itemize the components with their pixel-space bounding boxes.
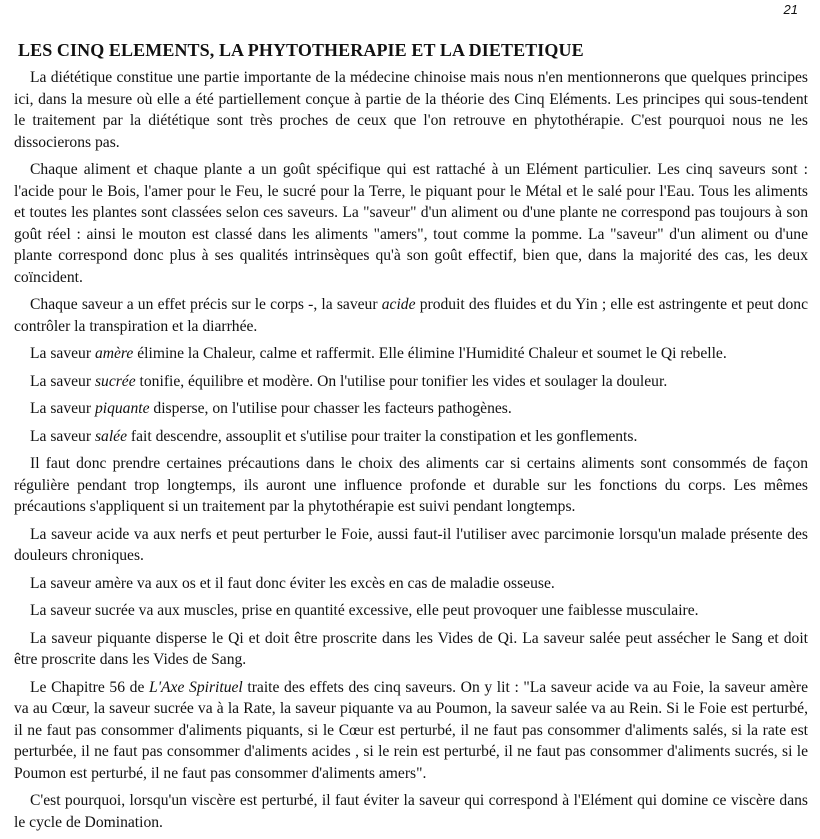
paragraph-text: élimine la Chaleur, calme et raffermit. Elle élimine l'Humidité Chaleur et soumet le Qi rebelle. <box>133 345 727 362</box>
paragraph-sweet-muscles <box>14 600 808 622</box>
paragraph-text: La saveur <box>30 400 95 417</box>
paragraph-text: La saveur <box>30 345 95 362</box>
paragraph-text: La saveur sucrée va aux muscles, prise en quantité excessive, elle peut provoquer une faiblesse musculaire. <box>30 602 699 619</box>
paragraph-text: C'est pourquoi, lorsqu'un viscère est perturbé, il faut éviter la saveur qui correspond à l'Elément qui domine ce viscère dans le cycle de Domination. <box>14 792 808 831</box>
paragraph-five-flavors <box>14 159 808 288</box>
paragraph-bitter-bones <box>14 573 808 595</box>
paragraph-text: disperse, on l'utilise pour chasser les facteurs pathogènes. <box>149 400 512 417</box>
paragraph-text: tonifie, équilibre et modère. On l'utilise pour tonifier les vides et soulager la douleur. <box>135 372 668 390</box>
italic-term: sucrée <box>94 372 136 390</box>
italic-term: salée <box>94 427 127 445</box>
paragraph-text: La saveur amère va aux os et il faut donc éviter les excès en cas de maladie osseuse. <box>30 574 555 592</box>
paragraph-text: Chaque saveur a un effet précis sur le corps -, la saveur <box>30 296 382 313</box>
paragraph-text: La saveur <box>30 427 95 445</box>
paragraph-intro <box>14 67 808 153</box>
paragraph-text: Il faut donc prendre certaines précautions dans le choix des aliments car si certains aliments sont consommés de façon régulière pendant trop longtemps, ils auront une influence profonde et durable sur les fonctions du corps. Les mêmes précautions s'appliquent si un traitement par la phytothérapie est suivi pendant longtemps. <box>14 455 808 515</box>
document-body <box>14 40 808 839</box>
italic-book-title: L'Axe Spirituel <box>149 678 243 696</box>
paragraph-chapter-56 <box>14 677 808 785</box>
italic-term: acide <box>381 296 416 313</box>
page-number: 21 <box>783 2 798 17</box>
paragraph-text: fait descendre, assouplit et s'utilise pour traiter la constipation et les gonflements. <box>127 427 638 445</box>
paragraph-text: La saveur acide va aux nerfs et peut perturber le Foie, aussi faut-il l'utiliser avec parcimonie lorsqu'un malade présente des douleurs chroniques. <box>14 525 808 564</box>
paragraph-text: produit des fluides et du Yin ; elle est astringente et peut donc contrôler la transpiration et la diarrhée. <box>14 296 808 335</box>
paragraph-text: La saveur <box>30 372 95 390</box>
paragraph-pungent <box>14 398 808 420</box>
italic-term: piquante <box>94 400 150 417</box>
paragraph-acid-nerves <box>14 524 808 567</box>
paragraph-text: La saveur piquante disperse le Qi et doit être proscrite dans les Vides de Qi. La saveur salée peut assécher le Sang et doit être proscrite dans les Vides de Sang. <box>14 629 808 668</box>
paragraph-salty <box>14 426 808 448</box>
paragraph-acid-effect <box>14 294 808 337</box>
paragraph-sweet <box>14 371 808 393</box>
paragraph-bitter <box>14 343 808 365</box>
italic-term: amère <box>94 345 134 362</box>
paragraph-precautions <box>14 453 808 518</box>
paragraph-conclusion <box>14 790 808 833</box>
paragraph-text: traite des effets des cinq saveurs. On y lit : "La saveur acide va au Foie, la saveur amère va au Cœur, la saveur sucrée va à la Rate, la saveur piquante va au Poumon, la saveur salée va au Rein. Si le Foie est perturbé, il ne faut pas consommer d'aliments piquants, si le Cœur est perturbé, il ne faut pas consommer d'aliments salés, si la rate est perturbée, il ne faut pas consommer d'aliments acides , si le rein est perturbé, il ne faut pas consommer d'aliments sucrés, si le Poumon est perturbé, il ne faut pas consommer d'aliments amers". <box>14 678 809 782</box>
paragraph-text: Le Chapitre 56 de <box>30 678 150 696</box>
paragraph-text: La diététique constitue une partie importante de la médecine chinoise mais nous n'en mentionnerons que quelques principes ici, dans la mesure où elle a été partiellement conçue à partie de la théorie des Cinq Eléments. Les principes qui sous-tendent le traitement par la diététique sont très proches de ceux que l'on retrouve en phytothérapie. C'est pourquoi nous ne les dissocierons pas. <box>14 69 808 151</box>
paragraph-text: Chaque aliment et chaque plante a un goût spécifique qui est rattaché à un Elément particulier. Les cinq saveurs sont : l'acide pour le Bois, l'amer pour le Feu, le sucré pour la Terre, le piquant pour le Métal et le salé pour l'Eau. Tous les aliments et toutes les plantes sont classées selon ces saveurs. La "saveur" d'un aliment ou d'une plante ne correspond pas toujours à son goût réel : ainsi le mouton est classé dans les aliments "amers", tout comme la pomme. La "saveur" d'un aliment ou d'une plante correspond donc plus à ses qualités intrinsèques qu'à son goût effectif, bien que, dans la majorité des cas, les deux coïncident. <box>14 161 808 286</box>
section-title: LES CINQ ELEMENTS, LA PHYTOTHERAPIE ET LA DIETETIQUE <box>18 40 584 60</box>
paragraph-pungent-salty <box>14 628 808 671</box>
